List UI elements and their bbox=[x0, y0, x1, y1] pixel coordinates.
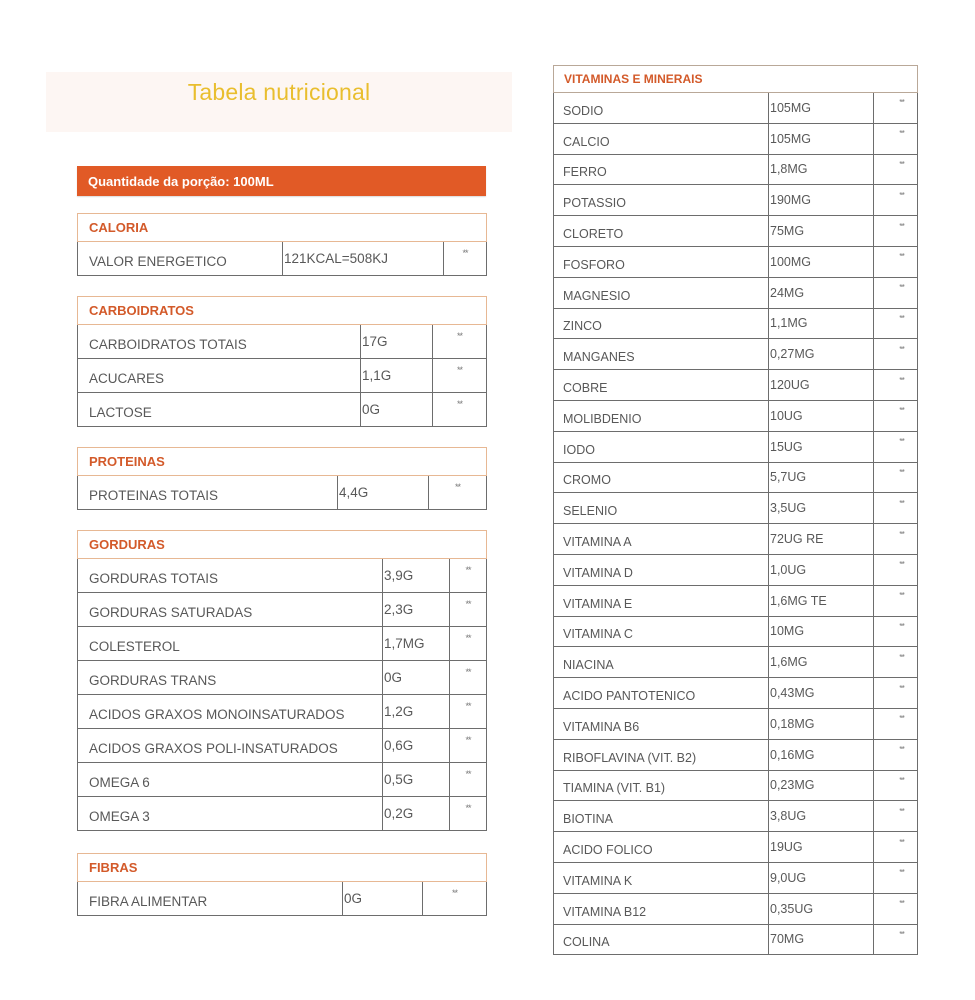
nutrient-amount: 1,1G bbox=[361, 359, 433, 393]
nutrient-amount: 0G bbox=[361, 393, 433, 427]
nutrient-amount: 1,6MG bbox=[769, 647, 874, 678]
nutrient-name: FOSFORO bbox=[554, 246, 769, 277]
daily-value-mark: ** bbox=[874, 400, 918, 431]
vitamins-header-row bbox=[554, 66, 918, 93]
nutrient-amount: 72UG RE bbox=[769, 524, 874, 555]
daily-value-mark: ** bbox=[874, 678, 918, 709]
nutrient-amount: 1,7MG bbox=[383, 627, 450, 661]
daily-value-mark: ** bbox=[874, 708, 918, 739]
table-gorduras bbox=[77, 530, 487, 831]
nutrient-amount: 75MG bbox=[769, 216, 874, 247]
table-row bbox=[554, 924, 918, 955]
daily-value-mark: ** bbox=[874, 524, 918, 555]
table-row bbox=[554, 708, 918, 739]
nutrient-amount: 0,23MG bbox=[769, 770, 874, 801]
section-heading-caloria: CALORIA bbox=[78, 214, 487, 242]
table-row bbox=[554, 308, 918, 339]
nutrient-name: NIACINA bbox=[554, 647, 769, 678]
daily-value-mark: ** bbox=[874, 801, 918, 832]
daily-value-mark: ** bbox=[450, 661, 487, 695]
nutrient-amount: 105MG bbox=[769, 123, 874, 154]
vitamins-minerals-table bbox=[553, 65, 918, 955]
section-header-row bbox=[78, 214, 487, 242]
nutrient-name: ACIDO PANTOTENICO bbox=[554, 678, 769, 709]
table-row bbox=[78, 627, 487, 661]
nutrient-amount: 4,4G bbox=[338, 476, 429, 510]
table-caloria bbox=[77, 213, 487, 276]
table-row bbox=[554, 554, 918, 585]
nutrient-name: ACUCARES bbox=[78, 359, 361, 393]
daily-value-mark: ** bbox=[450, 763, 487, 797]
daily-value-mark: ** bbox=[433, 325, 487, 359]
nutrient-amount: 0,6G bbox=[383, 729, 450, 763]
nutrient-amount: 15UG bbox=[769, 431, 874, 462]
nutrient-name: IODO bbox=[554, 431, 769, 462]
table-row bbox=[78, 476, 487, 510]
section-heading-carboidratos: CARBOIDRATOS bbox=[78, 297, 487, 325]
nutrient-amount: 24MG bbox=[769, 277, 874, 308]
nutrient-amount: 17G bbox=[361, 325, 433, 359]
daily-value-mark: ** bbox=[874, 216, 918, 247]
nutrient-amount: 190MG bbox=[769, 185, 874, 216]
nutrient-name: COLESTEROL bbox=[78, 627, 383, 661]
table-row bbox=[554, 154, 918, 185]
nutrient-amount: 1,6MG TE bbox=[769, 585, 874, 616]
daily-value-mark: ** bbox=[874, 554, 918, 585]
daily-value-mark: ** bbox=[450, 729, 487, 763]
nutrient-amount: 0G bbox=[343, 882, 423, 916]
daily-value-mark: ** bbox=[874, 277, 918, 308]
nutrient-name: VITAMINA C bbox=[554, 616, 769, 647]
table-carboidratos bbox=[77, 296, 487, 427]
nutrient-name: VITAMINA A bbox=[554, 524, 769, 555]
nutrient-amount: 0,5G bbox=[383, 763, 450, 797]
table-row bbox=[78, 797, 487, 831]
table-row bbox=[78, 359, 487, 393]
nutrient-amount: 70MG bbox=[769, 924, 874, 955]
nutrient-name: COLINA bbox=[554, 924, 769, 955]
nutrient-amount: 1,1MG bbox=[769, 308, 874, 339]
nutrient-amount: 0,27MG bbox=[769, 339, 874, 370]
daily-value-mark: ** bbox=[874, 493, 918, 524]
daily-value-mark: ** bbox=[874, 893, 918, 924]
nutrient-name: LACTOSE bbox=[78, 393, 361, 427]
nutrient-name: MANGANES bbox=[554, 339, 769, 370]
section-heading-vitamins: VITAMINAS E MINERAIS bbox=[554, 66, 918, 93]
nutrient-amount: 3,9G bbox=[383, 559, 450, 593]
daily-value-mark: ** bbox=[433, 393, 487, 427]
nutrient-amount: 0,43MG bbox=[769, 678, 874, 709]
nutrient-name: ACIDO FOLICO bbox=[554, 832, 769, 863]
daily-value-mark: ** bbox=[874, 370, 918, 401]
nutrient-name: VITAMINA K bbox=[554, 862, 769, 893]
nutrient-amount: 1,2G bbox=[383, 695, 450, 729]
section-heading-proteinas: PROTEINAS bbox=[78, 448, 487, 476]
nutrient-amount: 105MG bbox=[769, 93, 874, 124]
nutrient-amount: 121KCAL=508KJ bbox=[283, 242, 444, 276]
nutrient-amount: 9,0UG bbox=[769, 862, 874, 893]
nutrient-amount: 0G bbox=[383, 661, 450, 695]
nutrient-amount: 2,3G bbox=[383, 593, 450, 627]
table-fibras bbox=[77, 853, 487, 916]
section-heading-gorduras: GORDURAS bbox=[78, 531, 487, 559]
nutrient-name: COBRE bbox=[554, 370, 769, 401]
table-row bbox=[554, 216, 918, 247]
nutrient-name: GORDURAS TOTAIS bbox=[78, 559, 383, 593]
table-row bbox=[78, 325, 487, 359]
daily-value-mark: ** bbox=[450, 627, 487, 661]
table-row bbox=[554, 893, 918, 924]
daily-value-mark: ** bbox=[423, 882, 487, 916]
nutrient-name: VITAMINA D bbox=[554, 554, 769, 585]
nutrient-name: CARBOIDRATOS TOTAIS bbox=[78, 325, 361, 359]
table-row bbox=[78, 242, 487, 276]
section-header-row bbox=[78, 448, 487, 476]
daily-value-mark: ** bbox=[874, 154, 918, 185]
table-row bbox=[554, 493, 918, 524]
table-row bbox=[554, 370, 918, 401]
nutrient-name: CLORETO bbox=[554, 216, 769, 247]
section-header-row bbox=[78, 297, 487, 325]
table-row bbox=[554, 832, 918, 863]
daily-value-mark: ** bbox=[874, 246, 918, 277]
table-proteinas bbox=[77, 447, 487, 510]
table-row bbox=[554, 585, 918, 616]
nutrient-name: VITAMINA E bbox=[554, 585, 769, 616]
nutrient-amount: 1,0UG bbox=[769, 554, 874, 585]
daily-value-mark: ** bbox=[429, 476, 487, 510]
table-row bbox=[554, 462, 918, 493]
table-row bbox=[78, 661, 487, 695]
nutrient-name: GORDURAS TRANS bbox=[78, 661, 383, 695]
daily-value-mark: ** bbox=[450, 695, 487, 729]
daily-value-mark: ** bbox=[874, 924, 918, 955]
nutrient-amount: 0,2G bbox=[383, 797, 450, 831]
nutrient-name: CALCIO bbox=[554, 123, 769, 154]
table-row bbox=[554, 678, 918, 709]
nutrient-amount: 0,35UG bbox=[769, 893, 874, 924]
daily-value-mark: ** bbox=[874, 616, 918, 647]
daily-value-mark: ** bbox=[874, 832, 918, 863]
table-row bbox=[554, 246, 918, 277]
table-row bbox=[554, 647, 918, 678]
daily-value-mark: ** bbox=[874, 339, 918, 370]
nutrient-name: MOLIBDENIO bbox=[554, 400, 769, 431]
daily-value-mark: ** bbox=[874, 93, 918, 124]
nutrient-amount: 5,7UG bbox=[769, 462, 874, 493]
nutrient-name: VITAMINA B12 bbox=[554, 893, 769, 924]
nutrient-name: FERRO bbox=[554, 154, 769, 185]
nutrient-name: MAGNESIO bbox=[554, 277, 769, 308]
section-header-row bbox=[78, 531, 487, 559]
nutrient-name: ACIDOS GRAXOS MONOINSATURADOS bbox=[78, 695, 383, 729]
daily-value-mark: ** bbox=[874, 862, 918, 893]
daily-value-mark: ** bbox=[874, 585, 918, 616]
daily-value-mark: ** bbox=[874, 770, 918, 801]
nutrient-amount: 10MG bbox=[769, 616, 874, 647]
table-row bbox=[554, 185, 918, 216]
daily-value-mark: ** bbox=[874, 647, 918, 678]
table-row bbox=[78, 695, 487, 729]
nutrient-name: VALOR ENERGETICO bbox=[78, 242, 283, 276]
daily-value-mark: ** bbox=[874, 123, 918, 154]
table-row bbox=[554, 739, 918, 770]
daily-value-mark: ** bbox=[874, 431, 918, 462]
table-row bbox=[554, 801, 918, 832]
daily-value-mark: ** bbox=[874, 308, 918, 339]
nutrient-name: ZINCO bbox=[554, 308, 769, 339]
table-row bbox=[78, 729, 487, 763]
table-row bbox=[554, 862, 918, 893]
nutrient-amount: 10UG bbox=[769, 400, 874, 431]
table-row bbox=[554, 339, 918, 370]
nutrient-name: GORDURAS SATURADAS bbox=[78, 593, 383, 627]
daily-value-mark: ** bbox=[874, 739, 918, 770]
table-row bbox=[78, 559, 487, 593]
nutrient-amount: 0,18MG bbox=[769, 708, 874, 739]
daily-value-mark: ** bbox=[450, 559, 487, 593]
table-row bbox=[554, 277, 918, 308]
nutrient-amount: 19UG bbox=[769, 832, 874, 863]
section-header-row bbox=[78, 854, 487, 882]
table-row bbox=[554, 770, 918, 801]
nutrient-amount: 0,16MG bbox=[769, 739, 874, 770]
nutrient-amount: 1,8MG bbox=[769, 154, 874, 185]
table-row bbox=[554, 400, 918, 431]
nutrient-name: CROMO bbox=[554, 462, 769, 493]
table-row bbox=[78, 393, 487, 427]
nutrient-name: OMEGA 3 bbox=[78, 797, 383, 831]
table-row bbox=[78, 593, 487, 627]
table-row bbox=[554, 616, 918, 647]
table-row bbox=[78, 882, 487, 916]
nutrient-amount: 100MG bbox=[769, 246, 874, 277]
nutrient-name: ACIDOS GRAXOS POLI-INSATURADOS bbox=[78, 729, 383, 763]
nutrient-name: OMEGA 6 bbox=[78, 763, 383, 797]
daily-value-mark: ** bbox=[874, 185, 918, 216]
nutrient-name: POTASSIO bbox=[554, 185, 769, 216]
nutrient-amount: 3,8UG bbox=[769, 801, 874, 832]
nutrient-name: SELENIO bbox=[554, 493, 769, 524]
nutrient-name: PROTEINAS TOTAIS bbox=[78, 476, 338, 510]
nutrient-name: BIOTINA bbox=[554, 801, 769, 832]
section-heading-fibras: FIBRAS bbox=[78, 854, 487, 882]
page-title: Tabela nutricional bbox=[187, 79, 371, 105]
table-row bbox=[554, 431, 918, 462]
daily-value-mark: ** bbox=[444, 242, 487, 276]
daily-value-mark: ** bbox=[433, 359, 487, 393]
daily-value-mark: ** bbox=[450, 593, 487, 627]
portion-size-bar: Quantidade da porção: 100ML bbox=[77, 166, 486, 196]
nutrient-name: TIAMINA (VIT. B1) bbox=[554, 770, 769, 801]
nutrient-amount: 3,5UG bbox=[769, 493, 874, 524]
table-row bbox=[78, 763, 487, 797]
table-row bbox=[554, 93, 918, 124]
nutrient-name: RIBOFLAVINA (VIT. B2) bbox=[554, 739, 769, 770]
daily-value-mark: ** bbox=[450, 797, 487, 831]
nutrient-name: VITAMINA B6 bbox=[554, 708, 769, 739]
daily-value-mark: ** bbox=[874, 462, 918, 493]
nutrient-name: SODIO bbox=[554, 93, 769, 124]
table-row bbox=[554, 524, 918, 555]
table-row bbox=[554, 123, 918, 154]
nutrient-name: FIBRA ALIMENTAR bbox=[78, 882, 343, 916]
nutrient-amount: 120UG bbox=[769, 370, 874, 401]
